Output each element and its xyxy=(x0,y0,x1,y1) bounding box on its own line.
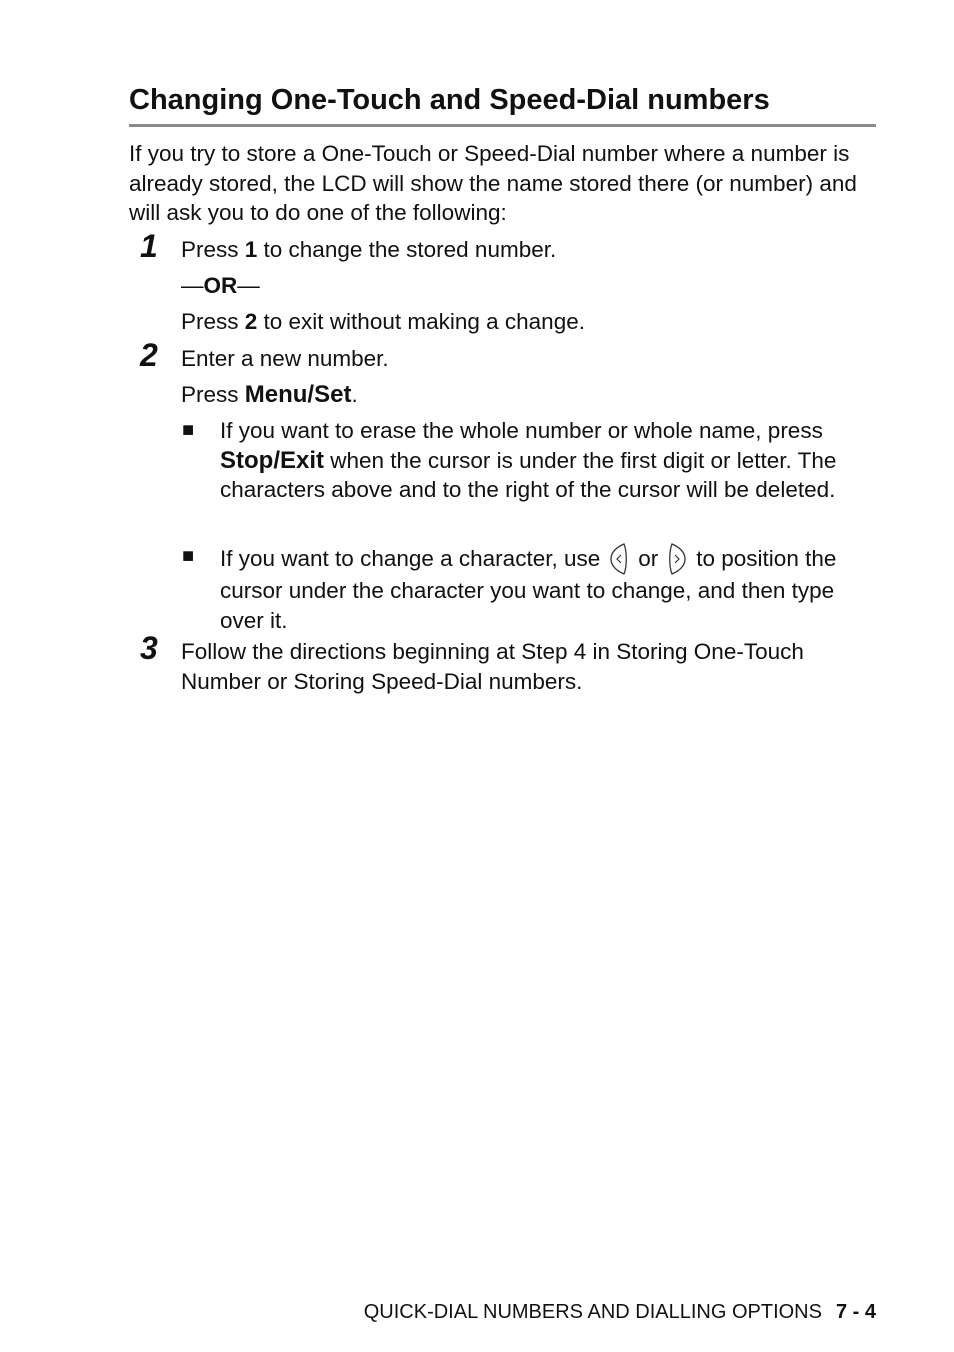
key-stop-exit: Stop/Exit xyxy=(220,446,325,474)
or-separator: —OR— xyxy=(181,273,260,298)
section-heading: Changing One-Touch and Speed-Dial numbers xyxy=(129,84,770,116)
bullet-change-character: If you want to change a character, use or to position the cursor under the character you want to change, and then type over it. xyxy=(220,542,880,635)
step-2-line-2: Press Menu/Set. xyxy=(181,381,358,408)
step-number-1: 1 xyxy=(140,228,158,264)
step-1-line-2: Press 2 to exit without making a change. xyxy=(181,309,585,334)
page-footer xyxy=(364,1300,876,1324)
right-arrow-key-icon xyxy=(666,542,688,576)
step-number-2: 2 xyxy=(140,337,158,373)
footer-section-title: QUICK-DIAL NUMBERS AND DIALLING OPTIONS xyxy=(363,1301,822,1323)
step-1-line-1: Press 1 to change the stored number. xyxy=(181,237,557,262)
key-2: 2 xyxy=(244,309,258,334)
bullet-erase: If you want to erase the whole number or whole name, press Stop/Exit when the cursor is under the first digit or letter. The characters above and to the right of the cursor will be deleted. xyxy=(220,418,837,502)
step-3-text: Follow the directions beginning at Step 4 in Storing One-Touch Number or Storing Speed-Dial numbers. xyxy=(181,639,804,694)
bullet-marker-1: ■ xyxy=(182,419,195,441)
key-menu-set: Menu/Set xyxy=(244,381,352,408)
left-arrow-key-icon xyxy=(608,542,630,576)
page-number: 7 - 4 xyxy=(835,1301,876,1323)
bullet-marker-2: ■ xyxy=(182,545,195,567)
step-2-line-1: Enter a new number. xyxy=(181,346,389,371)
key-1: 1 xyxy=(244,237,258,262)
intro-paragraph: If you try to store a One-Touch or Speed-Dial number where a number is already stored, the LCD will show the name stored there (or number) and will ask you to do one of the following: xyxy=(129,141,857,225)
step-number-3: 3 xyxy=(140,630,158,666)
heading-rule xyxy=(129,124,876,127)
